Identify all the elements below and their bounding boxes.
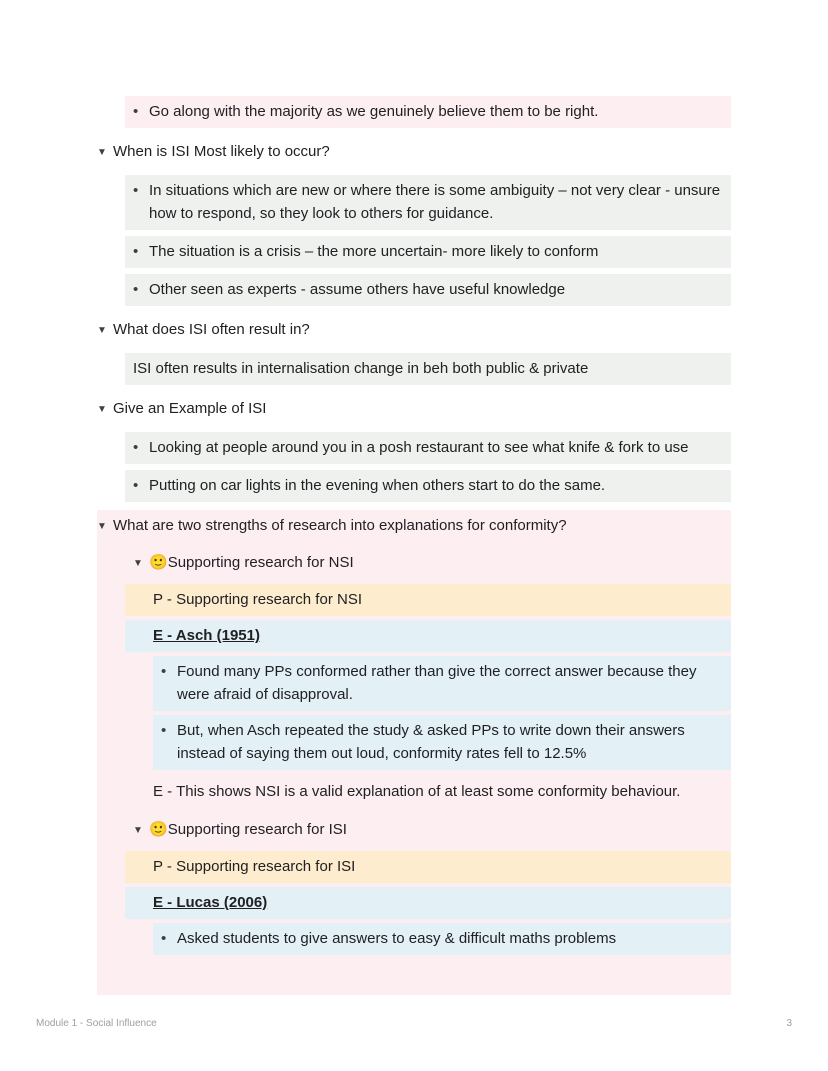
list-item-text: Found many PPs conformed rather than give the correct answer because they were afraid of disapproval. xyxy=(177,663,697,703)
evidence-heading[interactable] xyxy=(125,887,731,919)
collapsible-heading[interactable] xyxy=(97,136,731,169)
collapsible-heading[interactable] xyxy=(97,314,731,347)
chevron-down-icon[interactable]: ▼ xyxy=(133,558,143,569)
list-item-text: Asked students to give answers to easy & difficult maths problems xyxy=(177,930,617,947)
page-number: 3 xyxy=(786,1018,792,1029)
bullet-icon: • xyxy=(161,663,167,680)
explanation-line[interactable] xyxy=(125,776,731,808)
list-item[interactable] xyxy=(153,656,731,711)
collapsible-heading[interactable] xyxy=(97,393,731,426)
evidence-heading-text: E - Lucas (2006) xyxy=(153,894,268,911)
list-item[interactable] xyxy=(125,432,731,464)
subheading-text: Supporting research for NSI xyxy=(167,554,354,571)
list-item-text: Go along with the majority as we genuinely believe them to be right. xyxy=(149,103,599,120)
paragraph[interactable] xyxy=(125,353,731,385)
chevron-down-icon[interactable]: ▼ xyxy=(97,521,107,532)
heading-text: When is ISI Most likely to occur? xyxy=(113,143,330,160)
subheading-text: Supporting research for ISI xyxy=(167,821,347,838)
chevron-down-icon[interactable]: ▼ xyxy=(97,325,107,336)
bullet-icon: • xyxy=(133,477,139,494)
bullet-icon: • xyxy=(133,182,139,199)
bullet-icon: • xyxy=(133,243,139,260)
chevron-down-icon[interactable]: ▼ xyxy=(133,825,143,836)
list-item[interactable] xyxy=(125,274,731,306)
evidence-heading[interactable] xyxy=(125,620,731,652)
explanation-text: E - This shows NSI is a valid explanation of at least some conformity behaviour. xyxy=(153,783,681,800)
smiley-icon: 🙂 xyxy=(149,821,168,838)
chevron-down-icon[interactable]: ▼ xyxy=(97,147,107,158)
section-spacer xyxy=(97,955,731,995)
bullet-icon: • xyxy=(133,281,139,298)
list-item[interactable] xyxy=(153,923,731,955)
list-item[interactable] xyxy=(153,715,731,770)
bullet-icon: • xyxy=(133,103,139,120)
list-item-text: But, when Asch repeated the study & asked PPs to write down their answers instead of saying them out loud, conformity rates fell to 12.5% xyxy=(177,722,685,762)
heading-text: What are two strengths of research into explanations for conformity? xyxy=(113,517,567,534)
list-item[interactable] xyxy=(125,96,731,128)
collapsible-subheading[interactable] xyxy=(125,814,731,847)
bullet-icon: • xyxy=(161,930,167,947)
list-item-text: Other seen as experts - assume others have useful knowledge xyxy=(149,281,566,298)
list-item[interactable] xyxy=(125,175,731,230)
document-content xyxy=(97,96,731,995)
footer-label: Module 1 - Social Influence xyxy=(36,1018,157,1029)
chevron-down-icon[interactable]: ▼ xyxy=(97,404,107,415)
list-item-text: In situations which are new or where there is some ambiguity – not very clear - unsure how to respond, so they look to others for guidance. xyxy=(149,182,721,222)
collapsible-subheading[interactable] xyxy=(125,547,731,580)
list-item[interactable] xyxy=(125,470,731,502)
page-footer xyxy=(36,1018,792,1029)
smiley-icon: 🙂 xyxy=(149,554,168,571)
list-item-text: Putting on car lights in the evening when others start to do the same. xyxy=(149,477,606,494)
evidence-heading-text: E - Asch (1951) xyxy=(153,627,260,644)
list-item[interactable] xyxy=(125,236,731,268)
point-text: P - Supporting research for ISI xyxy=(153,858,356,875)
bullet-icon: • xyxy=(133,439,139,456)
list-item-text: The situation is a crisis – the more uncertain- more likely to conform xyxy=(149,243,599,260)
heading-text: Give an Example of ISI xyxy=(113,400,267,417)
point-line[interactable] xyxy=(125,584,731,616)
bullet-icon: • xyxy=(161,722,167,739)
strengths-section xyxy=(97,510,731,995)
paragraph-text: ISI often results in internalisation change in beh both public & private xyxy=(133,360,589,377)
list-item-text: Looking at people around you in a posh restaurant to see what knife & fork to use xyxy=(149,439,689,456)
point-text: P - Supporting research for NSI xyxy=(153,591,362,608)
collapsible-heading[interactable] xyxy=(97,510,731,543)
point-line[interactable] xyxy=(125,851,731,883)
heading-text: What does ISI often result in? xyxy=(113,321,310,338)
